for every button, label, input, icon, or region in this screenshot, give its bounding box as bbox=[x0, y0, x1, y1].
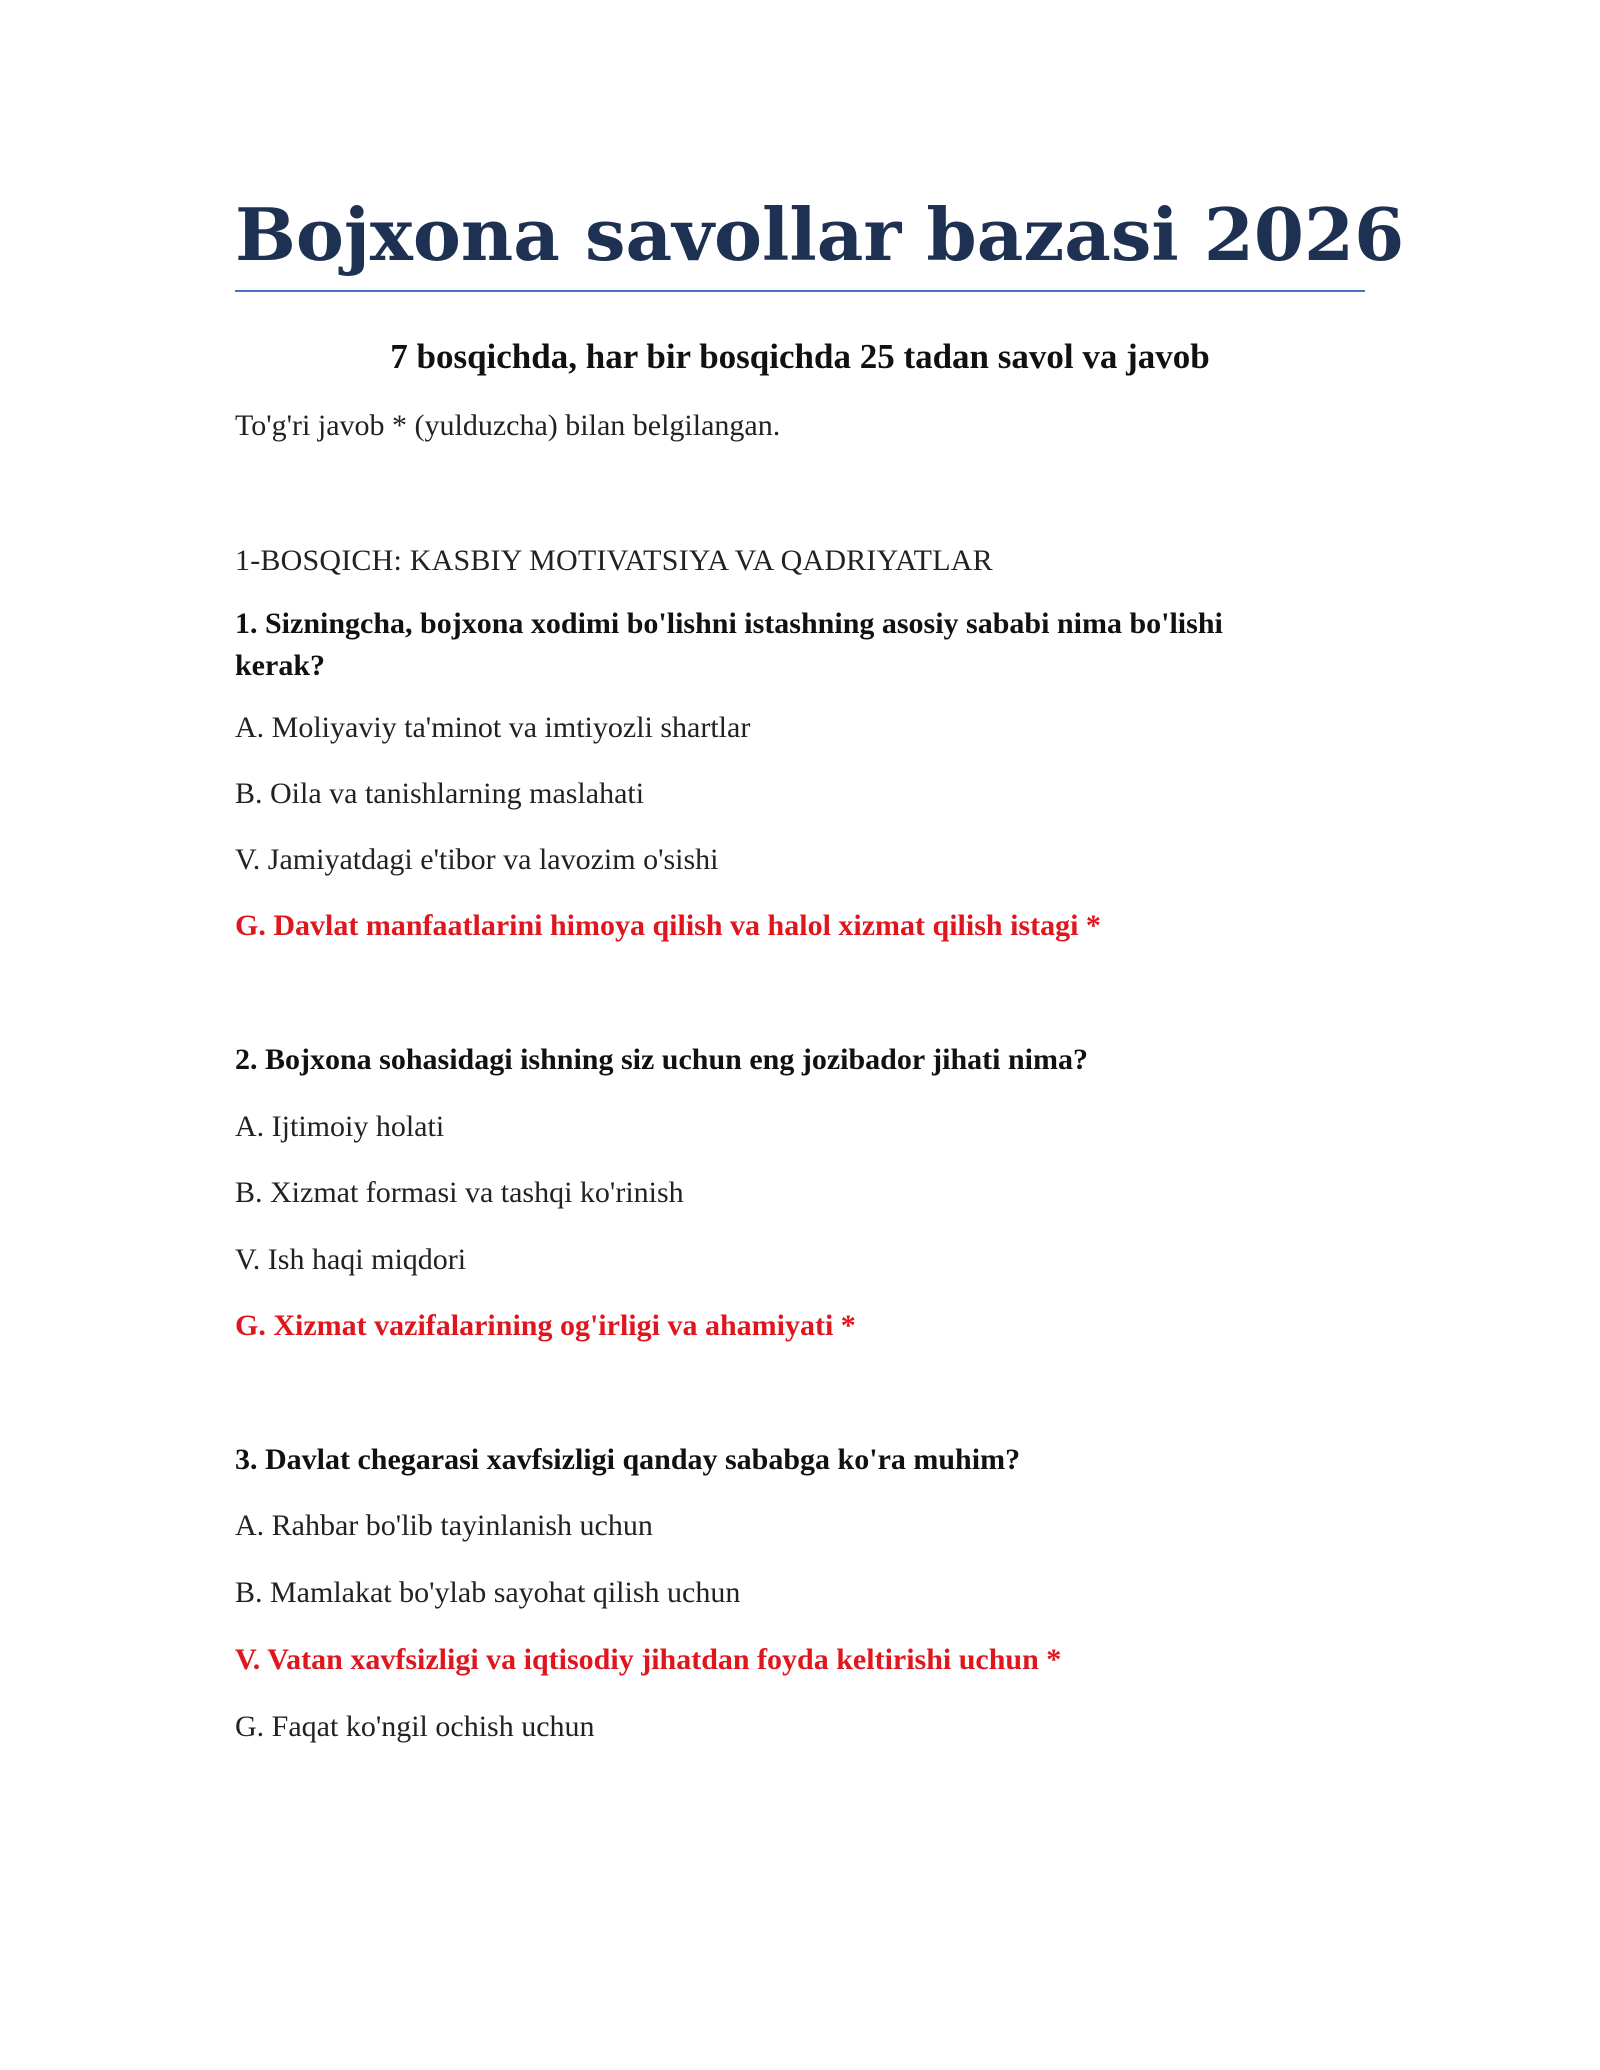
question-1-option-b: B. Oila va tanishlarning maslahati bbox=[235, 777, 645, 810]
question-3-text: 3. Davlat chegarasi xavfsizligi qanday sababga ko'ra muhim? bbox=[235, 1443, 1021, 1476]
document-subtitle: 7 bosqichda, har bir bosqichda 25 tadan savol va javob bbox=[390, 337, 1210, 376]
question-1-option-g-correct: G. Davlat manfaatlarini himoya qilish va halol xizmat qilish istagi * bbox=[235, 909, 1101, 942]
document-title: Bojxona savollar bazasi 2026 bbox=[235, 192, 1405, 277]
stage-heading: 1-BOSQICH: KASBIY MOTIVATSIYA VA QADRIYATLAR bbox=[235, 544, 993, 577]
question-2-option-a: A. Ijtimoiy holati bbox=[235, 1110, 445, 1143]
question-3-option-a: A. Rahbar bo'lib tayinlanish uchun bbox=[235, 1509, 653, 1542]
question-2-option-v: V. Ish haqi miqdori bbox=[235, 1243, 467, 1276]
question-1-option-a: A. Moliyaviy ta'minot va imtiyozli shartlar bbox=[235, 711, 751, 744]
question-1-option-v: V. Jamiyatdagi e'tibor va lavozim o'sishi bbox=[235, 843, 719, 876]
answer-key-note: To'g'ri javob * (yulduzcha) bilan belgilangan. bbox=[235, 409, 781, 442]
question-3-option-b: B. Mamlakat bo'ylab sayohat qilish uchun bbox=[235, 1576, 741, 1609]
question-2-option-g-correct: G. Xizmat vazifalarining og'irligi va ahamiyati * bbox=[235, 1309, 856, 1342]
title-divider bbox=[235, 290, 1365, 292]
question-1-text: 1. Sizningcha, bojxona xodimi bo'lishni istashning asosiy sababi nima bo'lishi kerak? bbox=[235, 607, 1223, 682]
question-3-option-g: G. Faqat ko'ngil ochish uchun bbox=[235, 1710, 595, 1743]
question-2-option-b: B. Xizmat formasi va tashqi ko'rinish bbox=[235, 1176, 684, 1209]
question-3-option-v-correct: V. Vatan xavfsizligi va iqtisodiy jihatdan foyda keltirishi uchun * bbox=[235, 1643, 1062, 1676]
question-2-text: 2. Bojxona sohasidagi ishning siz uchun eng jozibador jihati nima? bbox=[235, 1043, 1088, 1076]
